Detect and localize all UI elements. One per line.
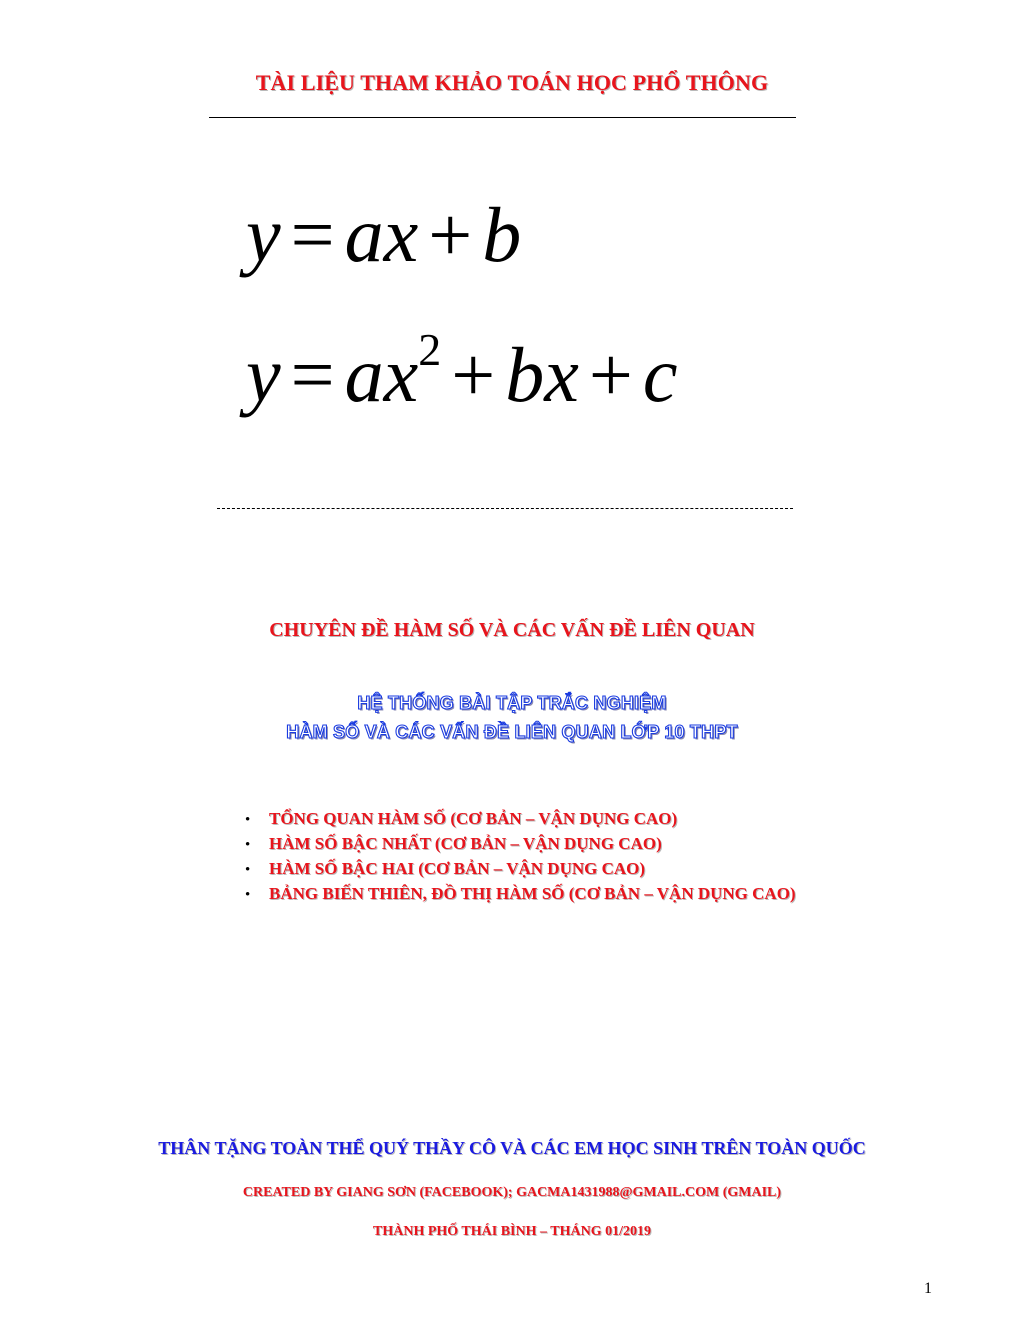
bullet-item-label: HÀM SỐ BẬC HAI (CƠ BẢN – VẬN DỤNG CAO) xyxy=(269,859,646,878)
formula-linear-equals: = xyxy=(290,191,335,278)
formula-quadratic-bx: bx xyxy=(505,331,579,418)
place-date: THÀNH PHỐ THÁI BÌNH – THÁNG 01/2019 xyxy=(373,1224,651,1239)
formula-quadratic-equals: = xyxy=(290,331,335,418)
topic-subtitle-line-2: HÀM SỐ VÀ CÁC VẤN ĐỀ LIÊN QUAN LỚP 10 THPT xyxy=(286,722,738,742)
bullet-item xyxy=(245,807,796,832)
formula-quadratic-plus-1: + xyxy=(451,331,496,418)
formula-quadratic xyxy=(246,324,678,420)
bullet-item-label: HÀM SỐ BẬC NHẤT (CƠ BẢN – VẬN DỤNG CAO) xyxy=(269,834,662,853)
formula-quadratic-a: a xyxy=(344,331,384,418)
formula-linear-plus: + xyxy=(428,191,473,278)
bullet-dot-icon: • xyxy=(245,887,251,903)
header-rule xyxy=(209,117,796,118)
formula-linear-b: b xyxy=(482,191,522,278)
topic-bullet-list xyxy=(245,807,796,907)
topic-title: CHUYÊN ĐỀ HÀM SỐ VÀ CÁC VẤN ĐỀ LIÊN QUAN xyxy=(269,619,755,641)
formula-linear-y: y xyxy=(246,191,281,278)
dedication-line: THÂN TẶNG TOÀN THỂ QUÝ THẦY CÔ VÀ CÁC EM HỌC SINH TRÊN TOÀN QUỐC xyxy=(158,1138,866,1158)
bullet-item-label: TỔNG QUAN HÀM SỐ (CƠ BẢN – VẬN DỤNG CAO) xyxy=(269,809,678,828)
bullet-dot-icon: • xyxy=(245,862,251,878)
bullet-item xyxy=(245,882,796,907)
formula-quadratic-exponent: 2 xyxy=(418,324,442,375)
formula-quadratic-y: y xyxy=(246,331,281,418)
bullet-item xyxy=(245,857,796,882)
formula-quadratic-c: c xyxy=(642,331,678,418)
bullet-item xyxy=(245,832,796,857)
formula-linear xyxy=(246,190,521,280)
dashed-divider xyxy=(217,508,793,509)
header-title: TÀI LIỆU THAM KHẢO TOÁN HỌC PHỔ THÔNG xyxy=(255,70,769,95)
bullet-dot-icon: • xyxy=(245,812,251,828)
formula-quadratic-plus-2: + xyxy=(588,331,633,418)
topic-subtitle-line-1: HỆ THỐNG BÀI TẬP TRẮC NGHIỆM xyxy=(357,693,667,713)
formula-linear-a: a xyxy=(344,191,384,278)
author-credit: CREATED BY GIANG SƠN (FACEBOOK); GACMA1431988@GMAIL.COM (GMAIL) xyxy=(242,1185,782,1200)
bullet-dot-icon: • xyxy=(245,837,251,853)
formula-linear-x: x xyxy=(383,191,419,278)
page-number: 1 xyxy=(924,1280,932,1297)
bullet-item-label: BẢNG BIẾN THIÊN, ĐỒ THỊ HÀM SỐ (CƠ BẢN – VẬN DỤNG CAO) xyxy=(269,884,796,903)
formula-quadratic-x: x xyxy=(383,331,419,418)
